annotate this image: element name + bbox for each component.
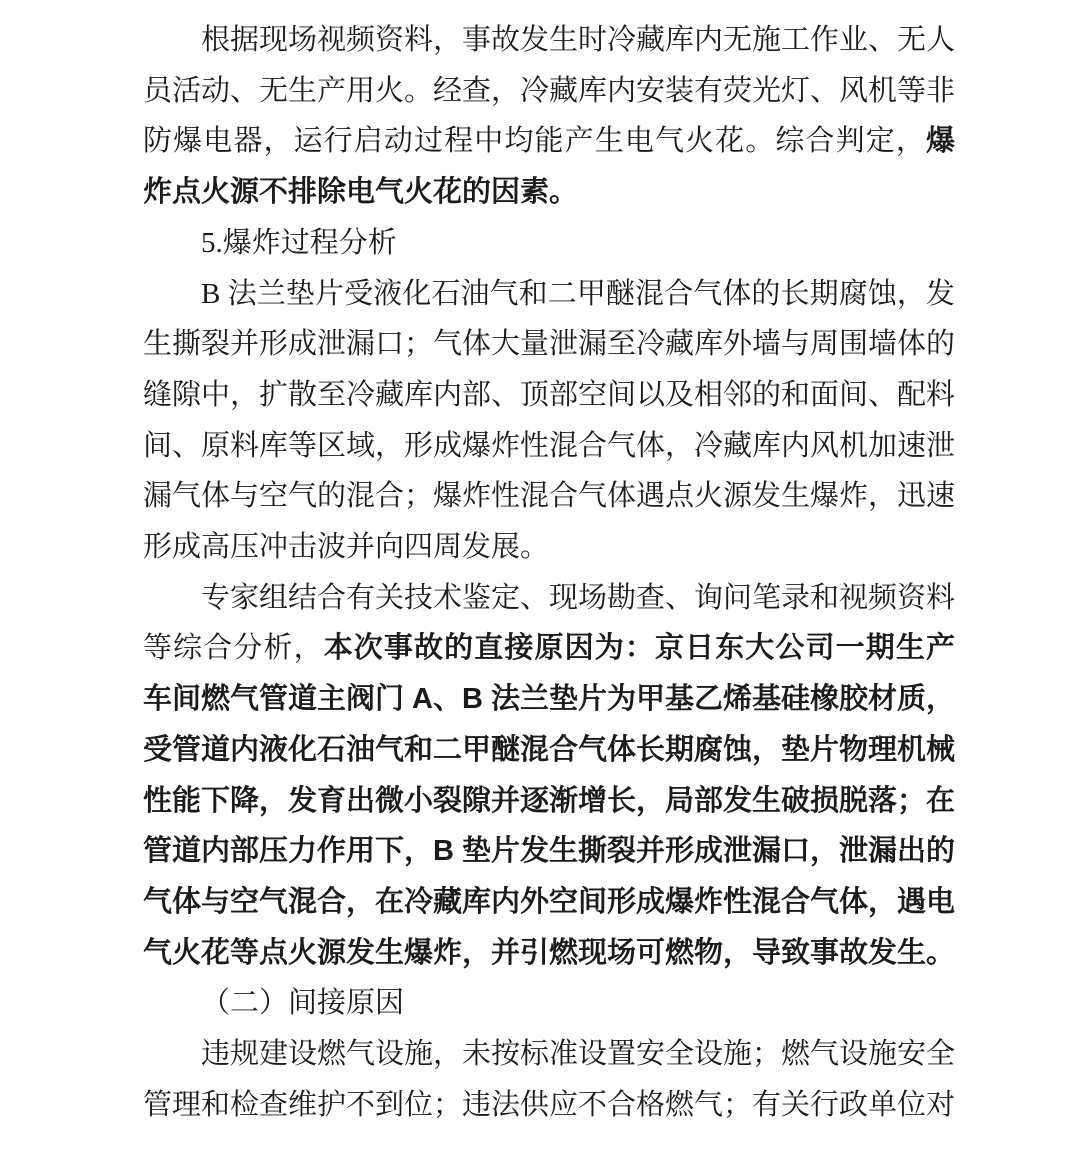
paragraph-text: 专家组结合有关技术鉴定、现场勘查、询问笔录和视频资料等综合分析， xyxy=(143,581,956,665)
paragraph-explosion-process xyxy=(143,269,955,573)
paragraph-indirect-cause xyxy=(143,1029,955,1130)
paragraph-text-bold: 本次事故的直接原因为：京日东大公司一期生产车间燃气管道主阀门 A、B 法兰垫片为甲基乙烯基硅橡胶材质，受管道内液化石油气和二甲醚混合气体长期腐蚀，垫片物理机械性能下降，发育出微小裂隙并逐渐增长，局部发生破损脱落；在管道内部压力作用下，B 垫片发生撕裂并形成泄漏口，泄漏出的气体与空气混合，在冷藏库内外空间形成爆炸性混合气体，遇电气火花等点火源发生爆炸，并引燃现场可燃物，导致事故发生。 xyxy=(143,632,956,969)
heading-text: （二）间接原因 xyxy=(201,987,405,1020)
document-text-block xyxy=(143,15,955,1130)
paragraph-text: 违规建设燃气设施，未按标准设置安全设施；燃气设施安全管理和检查维护不到位；违法供应不合格燃气；有关行政单位对 xyxy=(143,1038,956,1121)
paragraph-text: 根据现场视频资料，事故发生时冷藏库内无施工作业、无人员活动、无生产用火。经查，冷藏库内安装有荧光灯、风机等非防爆电器，运行启动过程中均能产生电气火花。综合判定， xyxy=(143,24,956,158)
paragraph-text-bold: 爆炸点火源不排除电气火花的因素。 xyxy=(143,125,955,209)
heading-text: 5.爆炸过程分析 xyxy=(201,226,397,259)
paragraph-ignition-source-conclusion xyxy=(143,15,955,218)
paragraph-text: B 法兰垫片受液化石油气和二甲醚混合气体的长期腐蚀，发生撕裂并形成泄漏口；气体大量泄漏至冷藏库外墙与周围墙体的缝隙中，扩散至冷藏库内部、顶部空间以及相邻的和面间、配料间、原料库等区域，形成爆炸性混合气体，冷藏库内风机加速泄漏气体与空气的混合；爆炸性混合气体遇点火源发生爆炸，迅速形成高压冲击波并向四周发展。 xyxy=(143,277,956,564)
section-heading-explosion-process-analysis xyxy=(143,218,955,269)
section-heading-indirect-cause xyxy=(143,978,955,1029)
paragraph-direct-cause xyxy=(143,573,955,979)
